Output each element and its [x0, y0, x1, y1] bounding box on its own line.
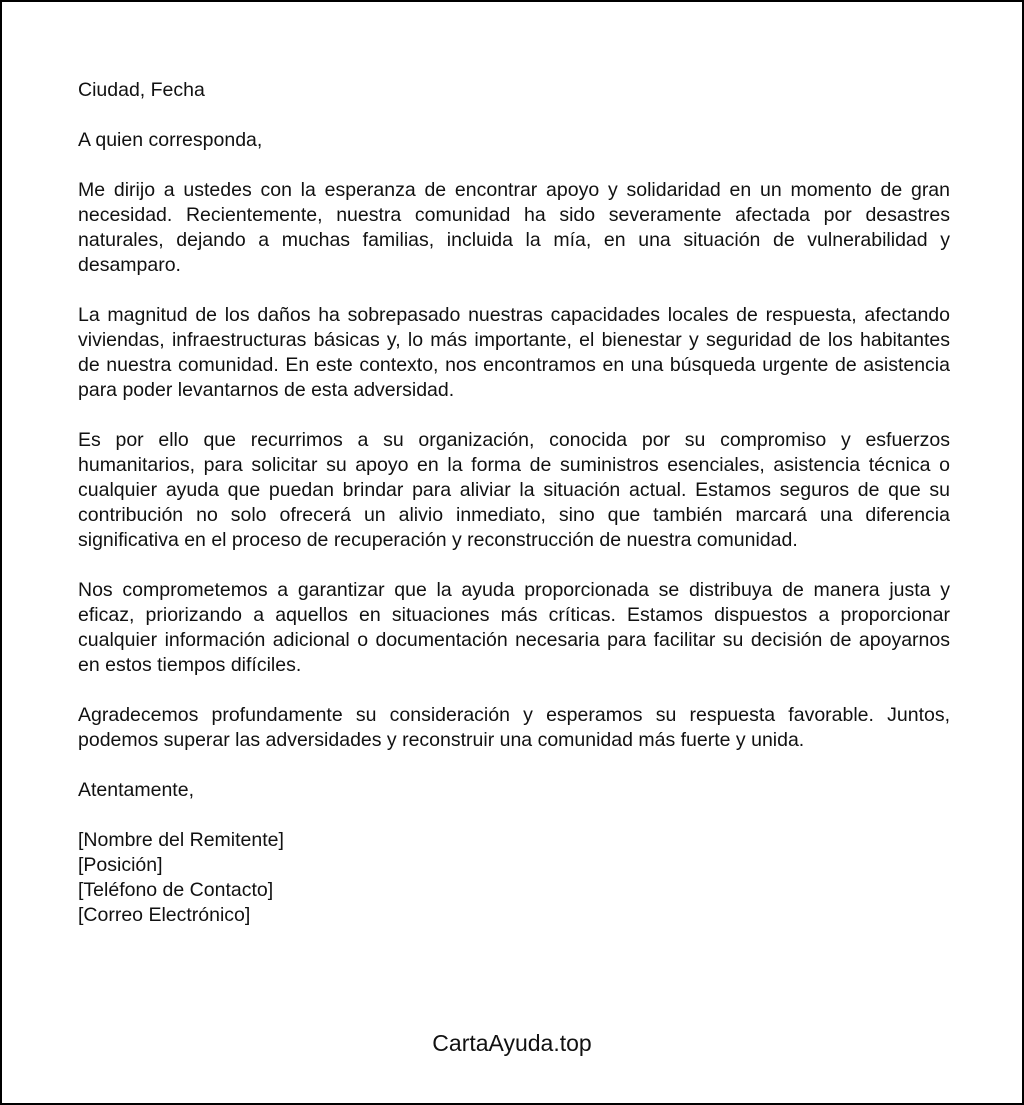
place-date: Ciudad, Fecha	[78, 79, 205, 101]
closing: Atentamente,	[78, 779, 194, 801]
letter-body	[78, 78, 950, 928]
sender-position: [Posición]	[78, 854, 163, 876]
sender-email: [Correo Electrónico]	[78, 904, 251, 926]
salutation: A quien corresponda,	[78, 129, 263, 151]
paragraph-2: La magnitud de los daños ha sobrepasado nuestras capacidades locales de respuesta, afectando viviendas, infraestructuras básicas y, lo más importante, el bienestar y seguridad de los habitantes de nuestra comunidad. En este contexto, nos encontramos en una búsqueda urgente de asistencia para poder levantarnos de esta adversidad.	[78, 304, 950, 401]
signature-block	[78, 828, 950, 928]
sender-name: [Nombre del Remitente]	[78, 829, 284, 851]
sender-phone: [Teléfono de Contacto]	[78, 879, 274, 901]
paragraph-5: Agradecemos profundamente su consideración y esperamos su respuesta favorable. Juntos, podemos superar las adversidades y reconstruir una comunidad más fuerte y unida.	[78, 704, 950, 751]
paragraph-4: Nos comprometemos a garantizar que la ayuda proporcionada se distribuya de manera justa y eficaz, priorizando a aquellos en situaciones más críticas. Estamos dispuestos a proporcionar cualquier información adicional o documentación necesaria para facilitar su decisión de apoyarnos en estos tiempos difíciles.	[78, 579, 950, 676]
paragraph-3: Es por ello que recurrimos a su organización, conocida por su compromiso y esfuerzos humanitarios, para solicitar su apoyo en la forma de suministros esenciales, asistencia técnica o cualquier ayuda que puedan brindar para aliviar la situación actual. Estamos seguros de que su contribución no solo ofrecerá un alivio inmediato, sino que también marcará una diferencia significativa en el proceso de recuperación y reconstrucción de nuestra comunidad.	[78, 429, 950, 551]
paragraph-1: Me dirijo a ustedes con la esperanza de encontrar apoyo y solidaridad en un momento de gran necesidad. Recientemente, nuestra comunidad ha sido severamente afectada por desastres naturales, dejando a muchas familias, incluida la mía, en una situación de vulnerabilidad y desamparo.	[78, 179, 950, 276]
footer-site: CartaAyuda.top	[432, 1030, 592, 1056]
